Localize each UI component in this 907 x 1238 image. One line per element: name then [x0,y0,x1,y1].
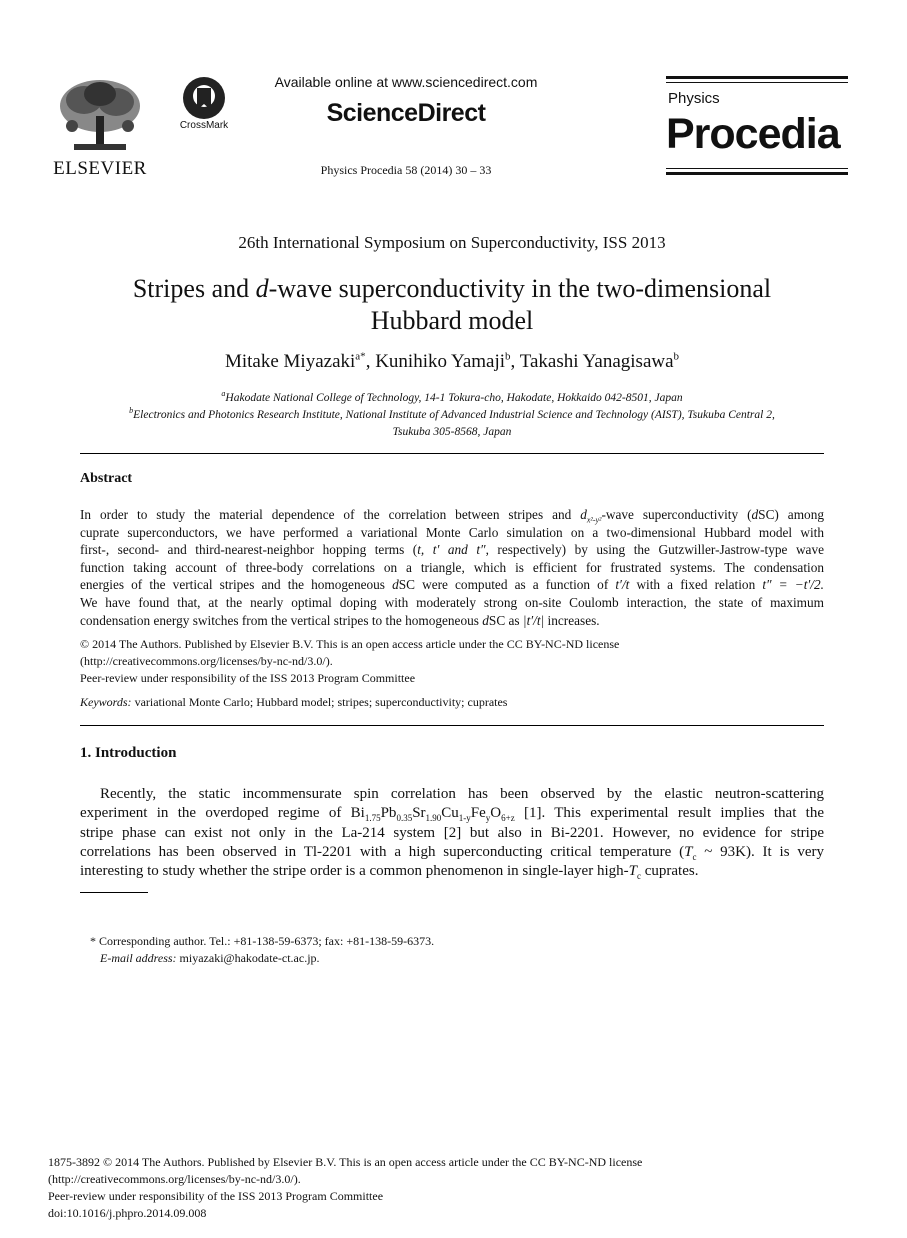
procedia-bottom-rule-thick [666,172,848,175]
elsevier-logo [52,76,148,179]
author: Kunihiko Yamaji$^b$, [375,350,520,372]
affiliation-a: $^a$Hakodate National College of Technology, 14-1 Tokura-cho, Hakodate, Hokkaido 042-8501, Japan [221,389,683,404]
procedia-bottom-rule-thin [666,168,848,169]
conference-name: 26th International Symposium on Superconductivity, ISS 2013 [238,233,666,252]
rule-top [80,453,824,454]
doi[interactable]: doi:10.1016/j.phpro.2014.09.008 [48,1206,207,1220]
bottom-matter [48,1154,808,1222]
issn-copyright: 1875-3892 © 2014 The Authors. Published by Elsevier B.V. This is an open access article under the CC BY-NC-ND license [48,1155,643,1169]
procedia-top-rule-thin [666,82,848,83]
procedia-top-rule-thick [666,76,848,79]
author: Takashi Yanagisawa$^b$ [519,350,680,372]
affiliation-b: $^b$Electronics and Photonics Research Institute, National Institute of Advanced Industrial Science and Technology (AIST), Tsukuba Central 2, [129,406,775,421]
keywords [80,695,824,710]
paper-title [60,273,844,337]
license-block [80,636,824,687]
section-heading-introduction: 1. Introduction [80,745,177,761]
bottom-license-link[interactable]: (http://creativecommons.org/licenses/by-nc-nd/3.0/). [48,1172,301,1186]
corresponding-author: * Corresponding author. Tel.: +81-138-59-6373; fax: +81-138-59-6373. [90,934,435,948]
elsevier-tree-icon [54,76,146,156]
email-address[interactable]: miyazaki@hakodate-ct.ac.jp. [176,951,320,965]
paper-title-line1: Stripes and d-wave superconductivity in the two-dimensional [132,274,772,303]
footnote [90,933,790,967]
abstract-line: cuprate superconductors, we have performed a variational Monte Carlo simulation on a two-dimensional Hubbard model with [80,524,824,540]
abstract-line: energies of the vertical stripes and the homogeneous dSC were computed as a function of t′/t with a fixed relation t″ = −t′/2. [80,577,824,593]
abstract-line: function taking account of three-body correlations on a triangle, which is efficient for frustrated systems. The condensation [80,559,824,575]
sciencedirect-logo[interactable]: ScienceDirect [326,99,486,127]
crossmark-label: CrossMark [179,120,229,131]
email-line: E-mail address: miyazaki@hakodate-ct.ac.jp. [100,951,320,965]
author-list [80,351,824,373]
abstract-heading: Abstract [80,471,133,486]
keywords-label: Keywords: [80,695,132,709]
journal-reference: Physics Procedia 58 (2014) 30 – 33 [320,163,492,177]
intro-line: experiment in the overdoped regime of $Bi_{1.75}Pb_{0.35}Sr_{1.90}Cu_{1-y}Fe_yO_{6+z}$ [1]. This experimental result implies that the [80,805,824,824]
keywords-list: variational Monte Carlo; Hubbard model; stripes; superconductivity; cuprates [131,695,508,709]
footnote-rule [80,892,148,893]
publisher-name: ELSEVIER [53,158,147,179]
introduction-body [80,785,824,881]
abstract-line: In order to study the material dependence of the correlation between stripes and $d_{x^2-y^2}$-wave superconductivity (dSC) among [80,507,824,525]
license-copyright: © 2014 The Authors. Published by Elsevier B.V. This is an open access article under the CC BY-NC-ND license [80,637,620,651]
rule-bottom [80,725,824,726]
intro-line: interesting to study whether the stripe order is a common phenomenon in single-layer high-$T_c$ cuprates. [80,863,699,882]
intro-line: stripe phase can exist not only in the La-214 system [2] but also in Bi-2201. However, no evidence for stripe [80,824,824,841]
peer-review: Peer-review under responsibility of the ISS 2013 Program Committee [80,671,416,685]
abstract-body [80,506,824,629]
bottom-peer-review: Peer-review under responsibility of the ISS 2013 Program Committee [48,1189,384,1203]
abstract-line: first-, second- and third-nearest-neighbor hopping terms (t, t′ and t″, respectively) by using the Gutzwiller-Jastrow-type wave [80,542,825,558]
paper-title-line2: Hubbard model [370,306,534,335]
abstract-line: We have found that, at the nearly optimal doping with moderately strong on-site Coulomb interaction, the state of maximum [80,594,824,610]
affiliation-b-cont: Tsukuba 305-8568, Japan [392,426,512,438]
license-link[interactable]: (http://creativecommons.org/licenses/by-nc-nd/3.0/). [80,654,333,668]
journal-name-small: Physics [668,90,720,107]
procedia-logo [666,76,848,176]
intro-line: Recently, the static incommensurate spin correlation has been observed by the elastic neutron-scattering [100,786,824,802]
journal-name-big: Procedia [666,110,840,158]
intro-line: correlations has been observed in Tl-2201 with a high superconducting critical temperature ($T_c$ ~ 93K). It is very [80,843,824,862]
author: Mitake Miyazaki$^{a*}$, [224,350,376,372]
available-online[interactable]: Available online at www.sciencedirect.com [274,74,538,90]
abstract-line: condensation energy switches from the vertical stripes to the homogeneous dSC as |t′/t| increases. [80,612,600,628]
affiliations [80,390,824,441]
